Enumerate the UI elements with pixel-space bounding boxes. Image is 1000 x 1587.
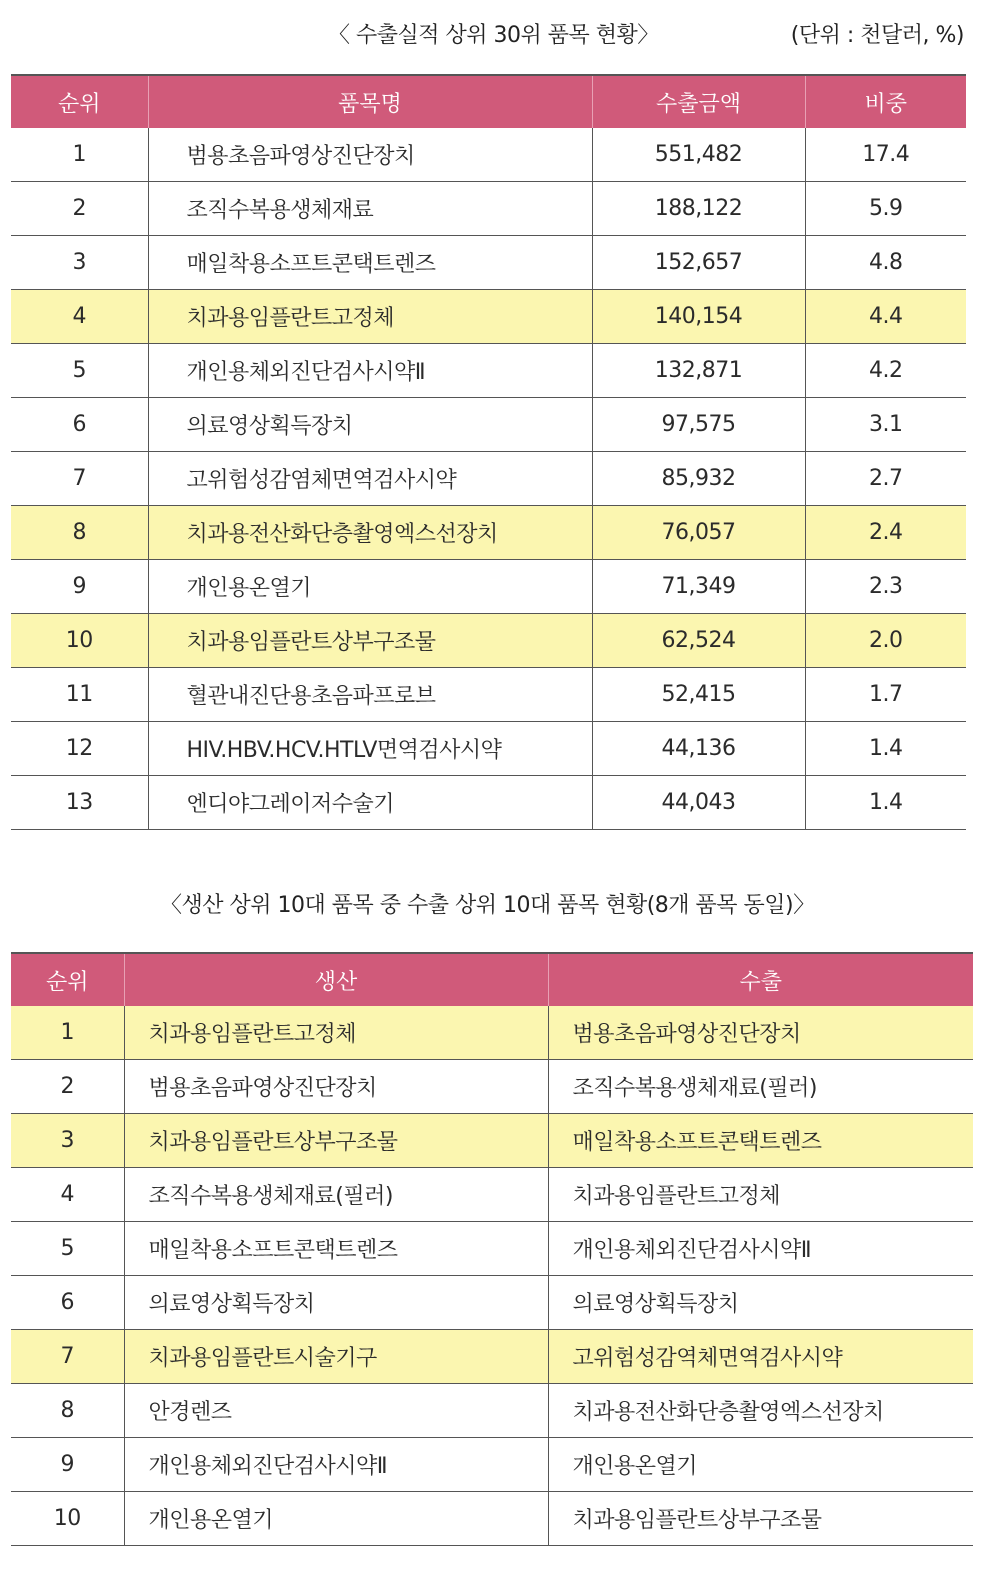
item-name-cell: 의료영상획득장치 xyxy=(148,398,592,452)
rank-cell: 2 xyxy=(11,182,148,236)
table-row xyxy=(11,290,966,344)
table-row xyxy=(11,1060,973,1114)
production-item-cell: 조직수복용생체재료(필러) xyxy=(124,1168,548,1222)
table-row xyxy=(11,1330,973,1384)
rank-cell: 11 xyxy=(11,668,148,722)
rank-cell: 1 xyxy=(11,128,148,182)
rank-cell: 7 xyxy=(11,1330,124,1384)
share-cell: 2.4 xyxy=(805,506,966,560)
item-name-cell: HIV.HBV.HCV.HTLV면역검사시약 xyxy=(148,722,592,776)
share-cell: 17.4 xyxy=(805,128,966,182)
rank-cell: 1 xyxy=(11,1006,124,1060)
rank-cell: 8 xyxy=(11,1384,124,1438)
rank-cell: 5 xyxy=(11,344,148,398)
share-cell: 2.7 xyxy=(805,452,966,506)
item-name-cell: 치과용임플란트고정체 xyxy=(148,290,592,344)
header-rank: 순위 xyxy=(11,953,124,1006)
rank-cell: 7 xyxy=(11,452,148,506)
item-name-cell: 범용초음파영상진단장치 xyxy=(148,128,592,182)
rank-cell: 8 xyxy=(11,506,148,560)
export-amount-cell: 62,524 xyxy=(592,614,805,668)
export-amount-cell: 551,482 xyxy=(592,128,805,182)
rank-cell: 3 xyxy=(11,1114,124,1168)
export-item-cell: 치과용임플란트고정체 xyxy=(548,1168,973,1222)
production-item-cell: 개인용온열기 xyxy=(124,1492,548,1546)
header-export-amount: 수출금액 xyxy=(592,75,805,128)
item-name-cell: 치과용전산화단층촬영엑스선장치 xyxy=(148,506,592,560)
table-header-row xyxy=(11,953,973,1006)
export-item-cell: 의료영상획득장치 xyxy=(548,1276,973,1330)
share-cell: 2.0 xyxy=(805,614,966,668)
export-item-cell: 매일착용소프트콘택트렌즈 xyxy=(548,1114,973,1168)
export-amount-cell: 71,349 xyxy=(592,560,805,614)
export-amount-cell: 97,575 xyxy=(592,398,805,452)
share-cell: 4.2 xyxy=(805,344,966,398)
share-cell: 4.4 xyxy=(805,290,966,344)
rank-cell: 5 xyxy=(11,1222,124,1276)
share-cell: 3.1 xyxy=(805,398,966,452)
production-item-cell: 개인용체외진단검사시약Ⅱ xyxy=(124,1438,548,1492)
item-name-cell: 치과용임플란트상부구조물 xyxy=(148,614,592,668)
rank-cell: 3 xyxy=(11,236,148,290)
item-name-cell: 엔디야그레이저수술기 xyxy=(148,776,592,830)
share-cell: 1.4 xyxy=(805,722,966,776)
table-row xyxy=(11,1276,973,1330)
export-item-cell: 치과용전산화단층촬영엑스선장치 xyxy=(548,1384,973,1438)
rank-cell: 2 xyxy=(11,1060,124,1114)
share-cell: 1.4 xyxy=(805,776,966,830)
rank-cell: 6 xyxy=(11,1276,124,1330)
production-item-cell: 범용초음파영상진단장치 xyxy=(124,1060,548,1114)
export-item-cell: 고위험성감역체면역검사시약 xyxy=(548,1330,973,1384)
item-name-cell: 개인용온열기 xyxy=(148,560,592,614)
production-item-cell: 치과용임플란트시술기구 xyxy=(124,1330,548,1384)
item-name-cell: 매일착용소프트콘택트렌즈 xyxy=(148,236,592,290)
production-vs-export-table xyxy=(11,952,973,1546)
production-item-cell: 치과용임플란트상부구조물 xyxy=(124,1114,548,1168)
export-table-title: 〈 수출실적 상위 30위 품목 현황〉 xyxy=(328,23,659,48)
production-item-cell: 치과용임플란트고정체 xyxy=(124,1006,548,1060)
rank-cell: 4 xyxy=(11,1168,124,1222)
production-export-table-title: 〈생산 상위 10대 품목 중 수출 상위 10대 품목 현황(8개 품목 동일)〉 xyxy=(160,893,815,918)
export-top-items-table xyxy=(11,74,966,830)
header-export: 수출 xyxy=(548,953,973,1006)
rank-cell: 10 xyxy=(11,614,148,668)
export-item-cell: 치과용임플란트상부구조물 xyxy=(548,1492,973,1546)
table-row xyxy=(11,344,966,398)
table-row xyxy=(11,776,966,830)
export-item-cell: 범용초음파영상진단장치 xyxy=(548,1006,973,1060)
production-item-cell: 안경렌즈 xyxy=(124,1384,548,1438)
export-amount-cell: 132,871 xyxy=(592,344,805,398)
item-name-cell: 고위험성감염체면역검사시약 xyxy=(148,452,592,506)
export-amount-cell: 76,057 xyxy=(592,506,805,560)
table-row xyxy=(11,1114,973,1168)
production-item-cell: 매일착용소프트콘택트렌즈 xyxy=(124,1222,548,1276)
item-name-cell: 개인용체외진단검사시약Ⅱ xyxy=(148,344,592,398)
table-row xyxy=(11,560,966,614)
table-row xyxy=(11,614,966,668)
share-cell: 2.3 xyxy=(805,560,966,614)
item-name-cell: 조직수복용생체재료 xyxy=(148,182,592,236)
rank-cell: 6 xyxy=(11,398,148,452)
share-cell: 5.9 xyxy=(805,182,966,236)
table-row xyxy=(11,1006,973,1060)
rank-cell: 4 xyxy=(11,290,148,344)
table-row xyxy=(11,506,966,560)
unit-note: (단위 : 천달러, %) xyxy=(790,23,964,48)
export-item-cell: 개인용온열기 xyxy=(548,1438,973,1492)
export-item-cell: 조직수복용생체재료(필러) xyxy=(548,1060,973,1114)
header-production: 생산 xyxy=(124,953,548,1006)
rank-cell: 9 xyxy=(11,560,148,614)
table-header-row xyxy=(11,75,966,128)
production-item-cell: 의료영상획득장치 xyxy=(124,1276,548,1330)
header-item-name: 품목명 xyxy=(148,75,592,128)
export-amount-cell: 52,415 xyxy=(592,668,805,722)
header-rank: 순위 xyxy=(11,75,148,128)
export-amount-cell: 85,932 xyxy=(592,452,805,506)
table-row xyxy=(11,668,966,722)
export-item-cell: 개인용체외진단검사시약Ⅱ xyxy=(548,1222,973,1276)
rank-cell: 12 xyxy=(11,722,148,776)
table-row xyxy=(11,236,966,290)
item-name-cell: 혈관내진단용초음파프로브 xyxy=(148,668,592,722)
table-row xyxy=(11,1222,973,1276)
export-amount-cell: 44,136 xyxy=(592,722,805,776)
table-row xyxy=(11,1438,973,1492)
export-amount-cell: 44,043 xyxy=(592,776,805,830)
table-row xyxy=(11,452,966,506)
share-cell: 4.8 xyxy=(805,236,966,290)
table-row xyxy=(11,722,966,776)
table-row xyxy=(11,1168,973,1222)
table-row xyxy=(11,1384,973,1438)
table-row xyxy=(11,182,966,236)
export-amount-cell: 152,657 xyxy=(592,236,805,290)
export-amount-cell: 188,122 xyxy=(592,182,805,236)
rank-cell: 9 xyxy=(11,1438,124,1492)
table-row xyxy=(11,128,966,182)
rank-cell: 10 xyxy=(11,1492,124,1546)
rank-cell: 13 xyxy=(11,776,148,830)
header-share: 비중 xyxy=(805,75,966,128)
table-row xyxy=(11,1492,973,1546)
export-amount-cell: 140,154 xyxy=(592,290,805,344)
table-row xyxy=(11,398,966,452)
share-cell: 1.7 xyxy=(805,668,966,722)
